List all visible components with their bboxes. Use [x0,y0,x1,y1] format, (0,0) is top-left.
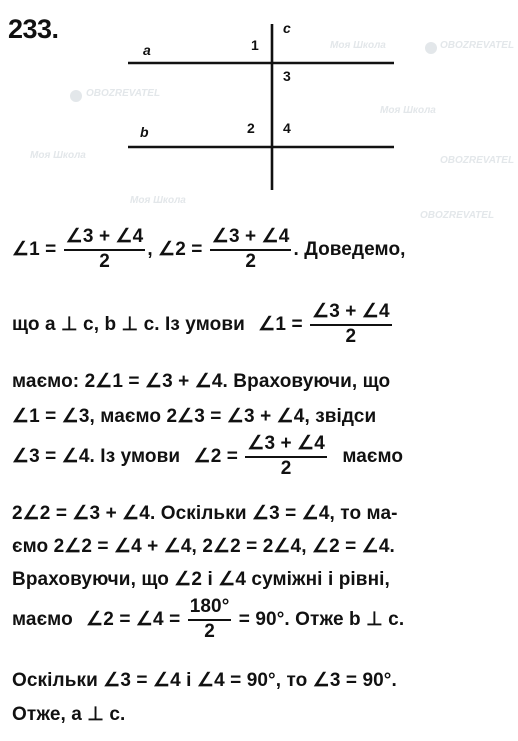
fraction [210,227,292,273]
line-tail: маємо [342,445,404,467]
watermark-brand: OBOZREVATEL [86,88,161,99]
fraction-denominator: 2 [280,457,292,479]
line-text: що a ⊥ c, b ⊥ c. Із умови [12,313,245,335]
solution-line-11: Отже, a ⊥ c. [12,704,126,725]
fraction [188,597,232,643]
angle1-lhs: ∠1 = [258,313,303,335]
solution-line-6: 2∠2 = ∠3 + ∠4. Оскільки ∠3 = ∠4, то ма- [12,503,398,524]
watermark-brand: OBOZREVATEL [440,155,515,166]
fraction [310,302,392,348]
watermark-school: Моя Школа [380,105,436,116]
label-a: a [143,42,151,58]
fraction-numerator: ∠3 + ∠4 [310,302,392,326]
line-tail: = 90°. Отже b ⊥ c. [238,608,405,630]
fraction-numerator: 180° [188,597,232,621]
angle-label-3: 3 [283,68,291,84]
solution-line-3: маємо: 2∠1 = ∠3 + ∠4. Враховуючи, що [12,371,391,392]
angle-equality: ∠2 = ∠4 = [86,608,181,630]
fraction [64,227,146,273]
problem-number: 233. [8,14,59,44]
solution-line-2 [12,302,394,348]
label-c: c [283,20,291,36]
separator: , [147,238,153,260]
angle-label-2: 2 [247,120,255,136]
solution-line-7: ємо 2∠2 = ∠4 + ∠4, 2∠2 = 2∠4, ∠2 = ∠4. [12,536,395,557]
watermark-school: Моя Школа [130,195,186,206]
solution-line-9 [12,597,404,643]
watermark-school: Моя Школа [330,40,386,51]
watermark-brand: OBOZREVATEL [440,40,515,51]
watermark-brand: OBOZREVATEL [420,210,495,221]
solution-line-8: Враховуючи, що ∠2 і ∠4 суміжні і рівні, [12,569,390,590]
angle2-lhs: ∠2 = [193,445,238,467]
fraction-denominator: 2 [204,620,215,642]
line-text: ∠3 = ∠4. Із умови [12,445,181,467]
label-b: b [140,124,149,140]
fraction-denominator: 2 [99,250,110,272]
fraction-numerator: ∠3 + ∠4 [245,434,327,458]
perpendicular-lines-figure [0,0,518,210]
angle1-lhs: ∠1 = [12,238,57,260]
solution-line-10: Оскільки ∠3 = ∠4 і ∠4 = 90°, то ∠3 = 90°. [12,670,397,691]
fraction-numerator: ∠3 + ∠4 [64,227,146,251]
angle-label-4: 4 [283,120,291,136]
solution-line-5 [12,434,403,480]
watermark-school: Моя Школа [30,150,86,161]
angle2-lhs: ∠2 = [158,238,203,260]
fraction-denominator: 2 [345,325,357,347]
fraction-denominator: 2 [245,250,256,272]
fraction [245,434,327,480]
angle-label-1: 1 [251,37,259,53]
solution-line-1 [12,227,406,273]
fraction-numerator: ∠3 + ∠4 [210,227,292,251]
line-text: маємо [12,608,73,630]
line-tail: . Доведемо, [293,238,406,260]
solution-line-4: ∠1 = ∠3, маємо 2∠3 = ∠3 + ∠4, звідси [12,406,377,427]
